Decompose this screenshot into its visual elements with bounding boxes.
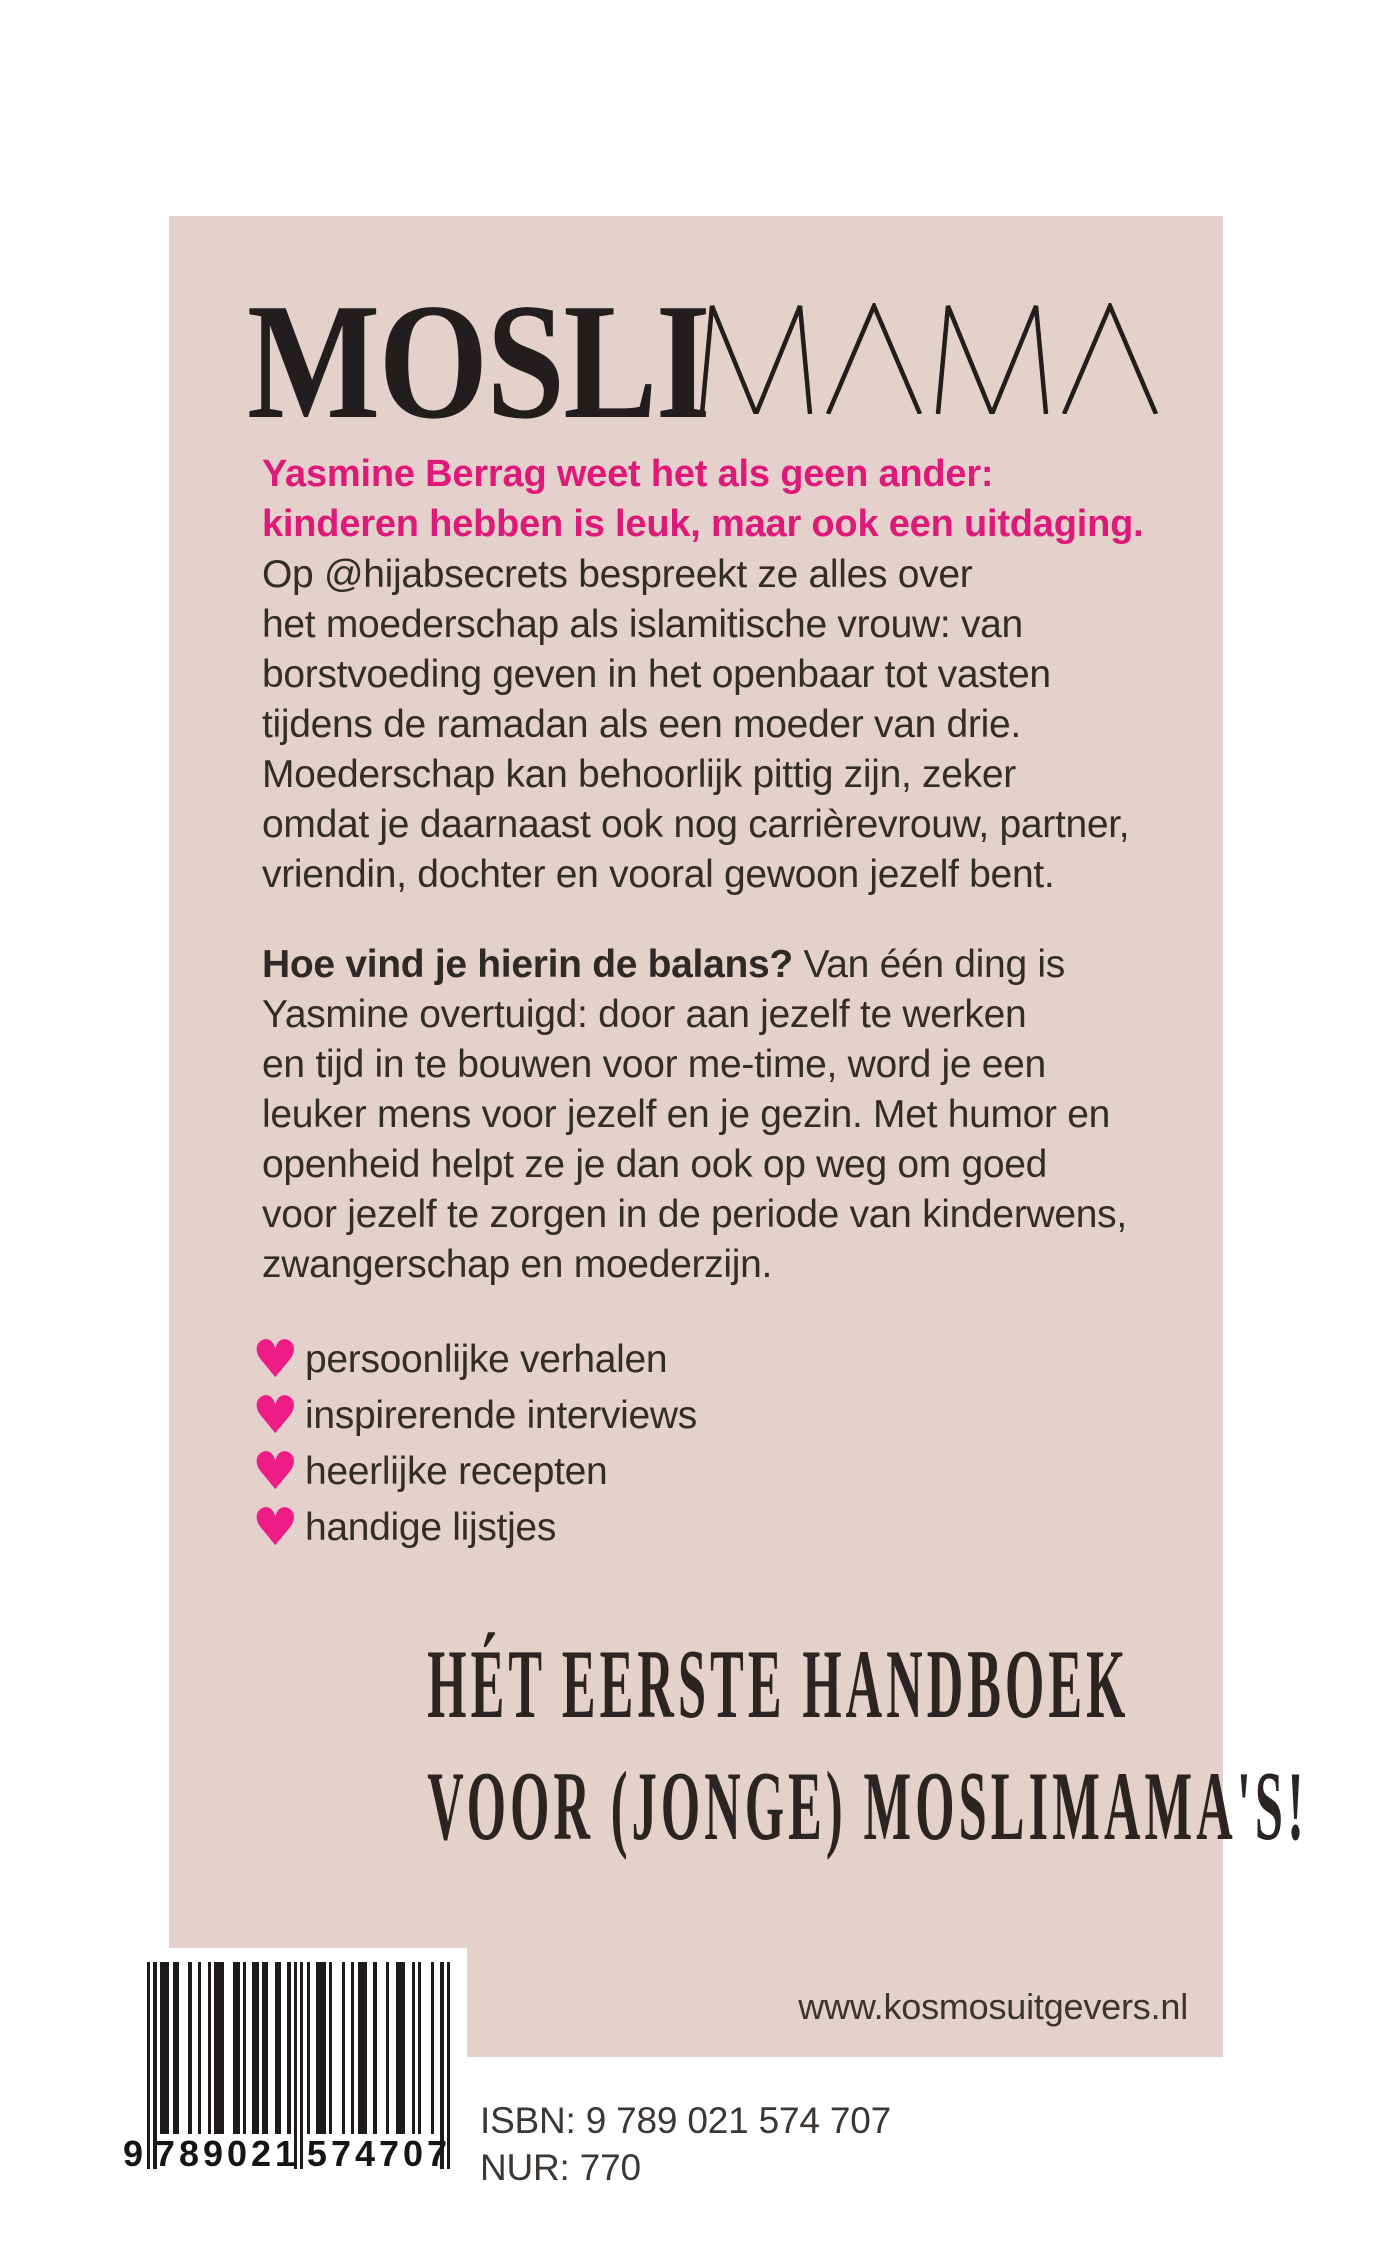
feature-list bbox=[252, 1330, 697, 1558]
blurb-line: Yasmine overtuigd: door aan jezelf te werken bbox=[262, 993, 1027, 1036]
list-item bbox=[252, 1442, 697, 1502]
isbn-line: ISBN: 9 789 021 574 707 bbox=[480, 2100, 891, 2141]
heart-icon: ♥ bbox=[252, 1498, 299, 1558]
blurb-line: leuker mens voor jezelf en je gezin. Met humor en bbox=[262, 1093, 1111, 1136]
feature-label: inspirerende interviews bbox=[305, 1394, 697, 1437]
intro-tagline bbox=[262, 449, 1144, 549]
barcode-digit-lead: 9 bbox=[122, 2133, 144, 2174]
barcode-bar bbox=[358, 1962, 368, 2134]
barcode-bar bbox=[418, 1962, 421, 2134]
barcode-bar bbox=[342, 1962, 345, 2134]
heart-icon: ♥ bbox=[252, 1442, 299, 1502]
isbn-block bbox=[480, 2097, 891, 2191]
blurb-line: openheid helpt ze je dan ook op weg om goed bbox=[262, 1143, 1048, 1186]
barcode-digits-left: 789021 bbox=[154, 2133, 300, 2174]
barcode-bar bbox=[412, 1962, 415, 2134]
banner-line-2: VOOR (JONGE) MOSLIMAMA'S! bbox=[427, 1752, 1308, 1861]
feature-label: heerlijke recepten bbox=[305, 1450, 608, 1493]
barcode-bar bbox=[173, 1962, 179, 2134]
blurb-paragraph-2 bbox=[262, 940, 1127, 1290]
barcode-bar bbox=[316, 1962, 326, 2134]
barcode-bar bbox=[208, 1962, 211, 2134]
barcode-bar bbox=[262, 1962, 268, 2134]
blurb-line: omdat je daarnaast ook nog carrièrevrouw, partner, bbox=[262, 803, 1130, 846]
blurb-line: tijdens de ramadan als een moeder van drie. bbox=[262, 703, 1021, 746]
heart-icon: ♥ bbox=[252, 1330, 299, 1390]
title-thin-part-mama bbox=[700, 303, 1160, 414]
barcode-bar bbox=[160, 1962, 170, 2134]
barcode-bar bbox=[396, 1962, 406, 2134]
blurb-line bbox=[262, 940, 1127, 990]
pink-panel bbox=[169, 216, 1308, 2057]
list-item bbox=[252, 1386, 697, 1446]
title-serif-part: MOSLI bbox=[247, 269, 709, 453]
barcode-bar bbox=[188, 1962, 191, 2134]
banner-heading bbox=[169, 1624, 1308, 1868]
blurb-line: het moederschap als islamitische vrouw: van bbox=[262, 603, 1023, 646]
barcode-bar bbox=[373, 1962, 376, 2134]
blurb-line: Op @hijabsecrets bespreekt ze alles over bbox=[262, 553, 973, 596]
blurb-line: Moederschap kan behoorlijk pittig zijn, zeker bbox=[262, 753, 1016, 796]
feature-label: persoonlijke verhalen bbox=[305, 1338, 668, 1381]
barcode-bar bbox=[287, 1962, 290, 2134]
barcode-bar bbox=[214, 1962, 224, 2134]
barcode-bar bbox=[329, 1962, 332, 2134]
barcode-bar bbox=[233, 1962, 239, 2134]
list-item bbox=[252, 1330, 697, 1390]
blurb-line: vriendin, dochter en vooral gewoon jezelf bent. bbox=[262, 853, 1055, 896]
title-wordmark bbox=[169, 216, 1223, 453]
blurb-line: borstvoeding geven in het openbaar tot vasten bbox=[262, 653, 1051, 696]
feature-label: handige lijstjes bbox=[305, 1506, 557, 1549]
heart-icon: ♥ bbox=[252, 1386, 299, 1446]
intro-tagline-line-2: kinderen hebben is leuk, maar ook een uitdaging. bbox=[262, 503, 1144, 545]
intro-tagline-line-1: Yasmine Berrag weet het als geen ander: bbox=[262, 453, 994, 495]
list-item bbox=[252, 1498, 697, 1558]
question-lead: Hoe vind je hierin de balans? bbox=[262, 943, 793, 986]
blurb-line: en tijd in te bouwen voor me-time, word je een bbox=[262, 1043, 1046, 1086]
barcode-bar bbox=[243, 1962, 246, 2134]
nur-line: NUR: 770 bbox=[480, 2147, 641, 2188]
barcode-bar bbox=[275, 1962, 281, 2134]
banner-line-1: HÉT EERSTE HANDBOEK bbox=[427, 1630, 1130, 1739]
barcode-bar bbox=[351, 1962, 354, 2134]
blurb-line: voor jezelf te zorgen in de periode van kinderwens, bbox=[262, 1193, 1127, 1236]
barcode-bar bbox=[307, 1962, 310, 2134]
blurb-line-rest: Van één ding is bbox=[792, 943, 1065, 986]
barcode-label bbox=[118, 1948, 467, 2206]
barcode-bar bbox=[386, 1962, 389, 2134]
barcode-bar bbox=[252, 1962, 258, 2134]
barcode-bar bbox=[198, 1962, 201, 2134]
barcode-digits-right: 574707 bbox=[306, 2133, 452, 2174]
blurb-line: zwangerschap en moederzijn. bbox=[262, 1243, 773, 1286]
blurb-paragraph-1 bbox=[262, 550, 1129, 900]
barcode-bar bbox=[431, 1962, 434, 2134]
publisher-website: www.kosmosuitgevers.nl bbox=[798, 1986, 1188, 2027]
